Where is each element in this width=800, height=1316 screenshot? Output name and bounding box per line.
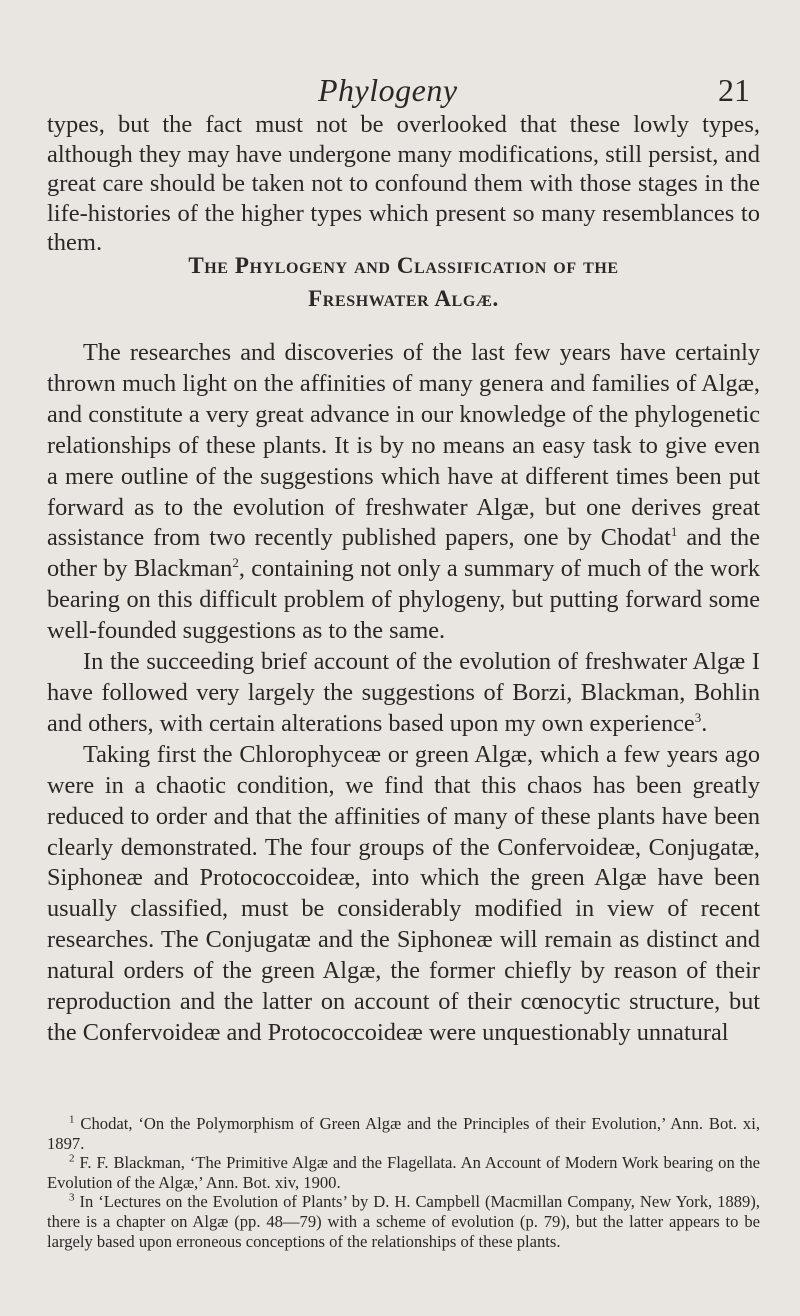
section-heading [47,249,760,315]
footnote-ref-1[interactable]: 1 [670,524,678,540]
paragraph-text: The researches and discoveries of the last few years have certainly thrown much light on the affinities of many genera and families of Algæ, and constitute a very great advance in our knowledge of the phylogenetic relationships of these plants. It is by no means an easy task to give even a mere outline of the suggestions which have at different times been put forward as to the evolution of freshwater Algæ, but one derives great assistance from two recently published papers, one by Chodat [47,339,760,552]
footnote-1 [47,1114,760,1153]
footnote-text: Chodat, ‘On the Polymorphism of Green Algæ and the Principles of their Evolution,’ Ann. Bot. xi, 1897. [47,1114,760,1153]
paragraph-researches [47,338,760,647]
paragraph-text: . [701,709,708,737]
running-title: Phylogeny [318,72,458,108]
intro-paragraph: types, but the fact must not be overlooked that these lowly types, although they may have undergone many modifications, still persist, and great care should be taken not to confound them with those stages in the life-histories of the higher types which present so many resemblances to them. [47,111,760,256]
footnote-text: In ‘Lectures on the Evolution of Plants’ by D. H. Campbell (Macmillan Company, New York, 1889), there is a chapter on Algæ (pp. 48—79) with a scheme of evolution (p. 79), but the latter appears to be largely based upon erroneous conceptions of the relationships of these plants. [47,1192,760,1251]
footnotes [47,1114,760,1251]
footnote-ref-2[interactable]: 2 [232,555,239,571]
paragraph-succeeding [47,647,760,740]
paragraph-chlorophyceae: Taking first the Chlorophyceæ or green Algæ, which a few years ago were in a chaotic condition, we find that this chaos has been greatly reduced to order and that the affinities of many of these plants have been clearly demonstrated. The four groups of the Confervoideæ, Conjugatæ, Siphoneæ and Protococcoideæ, into which the green Algæ have been usually classified, must be considerably modified in view of recent researches. The Conjugatæ and the Siphoneæ will remain as distinct and natural orders of the green Algæ, the former chiefly by reason of their reproduction and the latter on account of their cœnocytic structure, but the Confervoideæ and Protococcoideæ were unquestionably unnatural [47,740,760,1046]
paragraph-text: , containing not only a summary of much of the work bearing on this difficult problem of phylogeny, but putting forward some well-founded suggestions as to the same. [47,555,760,645]
footnote-2 [47,1153,760,1192]
paragraph-text: and the other by Blackman [47,524,760,583]
footnote-mark: 3 [69,1191,75,1204]
page-number: 21 [718,72,750,108]
section-heading-line-1: The Phylogeny and Classification of the [188,253,619,278]
footnote-mark: 1 [69,1113,75,1126]
paragraph-text: In the succeeding brief account of the evolution of freshwater Algæ I have followed very largely the suggestions of Borzi, Blackman, Bohlin and others, with certain alterations based upon my own experience [47,648,760,737]
section-heading-line-2: Freshwater Algæ. [308,286,499,311]
footnote-ref-3[interactable]: 3 [694,709,702,725]
body-text [47,338,760,1049]
footnote-mark: 2 [69,1152,75,1165]
footnote-3 [47,1192,760,1251]
footnote-text: F. F. Blackman, ‘The Primitive Algæ and the Flagellata. An Account of Modern Work bearing on the Evolution of the Algæ,’ Ann. Bot. xiv, 1900. [47,1153,760,1192]
